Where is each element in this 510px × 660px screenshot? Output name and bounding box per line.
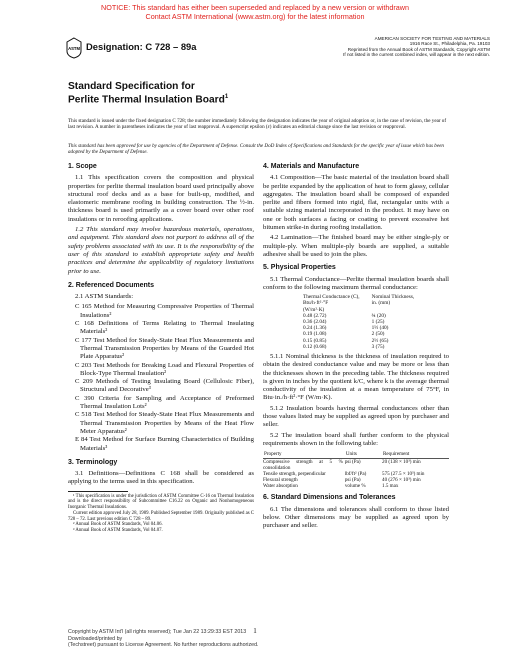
paragraph-4-1: 4.1 Composition—The basic material of the insulation board shall be perlite expanded by the application of heat to form glassy, cellular aggregates. The insulation board shall be composed of expanded perlite and fibers formed into rigid, flat, rectangular units with a suitable sizing material incorporated in the product. It may have on one or both surfaces a facing or coating to prevent excessive hot bitumen strike-in during roofing installation. bbox=[263, 174, 449, 232]
paragraph-5-1: 5.1 Thermal Conductance—Perlite thermal insulation boards shall conform to the following maximum thermal conductance: bbox=[263, 275, 449, 291]
property-col-head: Property bbox=[263, 450, 345, 459]
head-line: in. (mm) bbox=[371, 300, 391, 307]
reference-item: C 177 Test Method for Steady-State Heat Flux Measurements and Thermal Transmission Properties by Means of the Guarded Hot Plate Apparatus² bbox=[75, 336, 254, 361]
physical-requirements-table bbox=[263, 450, 449, 489]
designation: Designation: C 728 – 89a bbox=[86, 41, 197, 52]
section-heading-referenced-documents: 2. Referenced Documents bbox=[68, 281, 154, 289]
svg-text:ASTM: ASTM bbox=[68, 46, 80, 51]
page-number: 1 bbox=[253, 627, 257, 635]
head-line: Thermal Conductance (C), bbox=[303, 294, 360, 301]
approved-note: This standard has been approved for use by agencies of the Department of Defense. Consult the DoD Index of Specifications and Standards for the specific year of issue which has been adopted by the Department of Defense. bbox=[68, 143, 444, 156]
cell: Flexural strength bbox=[263, 477, 298, 484]
reference-item: E 84 Test Method for Surface Burning Characteristics of Building Materials³ bbox=[75, 436, 254, 452]
issued-note: This standard is issued under the fixed designation C 728; the number immediately following the designation indicates the year of original adoption or, in the case of revision, the year of last revision. A number in parentheses indicates the year of last reapproval. A superscript epsilon (ε) indicates an editorial change since the last revision or reapproval. bbox=[68, 118, 447, 131]
paragraph-1-1: 1.1 This specification covers the composition and physical properties for perlite thermal insulation board used principally above structural roof decks and as a base for built-up, modified, and elastomeric membrane roofing in building construction. The ½-in. thickness board is used primarily as a cover board over other roof insulations or in reroofing applications. bbox=[68, 174, 254, 223]
paragraph-2-1: 2.1 ASTM Standards: bbox=[75, 293, 134, 301]
cell: psi (Pa) bbox=[344, 477, 361, 484]
section-heading-dimensions: 6. Standard Dimensions and Tolerances bbox=[263, 494, 396, 502]
section-heading-scope: 1. Scope bbox=[68, 163, 97, 170]
cell: 20 (138 × 10³) min bbox=[382, 459, 421, 466]
paragraph-5-1-1: 5.1.1 Nominal thickness is the thickness of insulation required to obtain the desired conductance value and may be more or less than the thicknesses shown in the preceding table. The thickness required is given in inches by the quotient k/C, where k is the average thermal conductivity of the insulation at a mean temperature of 75°F, in Btu·in./h·ft²·°F (W/m·K). bbox=[263, 352, 449, 402]
pub-line: AMERICAN SOCIETY FOR TESTING AND MATERIALS bbox=[374, 36, 490, 41]
pub-line: Reprinted from the Annual Book of ASTM Standards, Copyright ASTM bbox=[347, 46, 490, 52]
footnote: ¹ This specification is under the jurisdiction of ASTM Committee C-16 on Thermal Insulation and is the direct responsibility of Subcommittee C16.22 on Organic and Nonhomogeneous Inorganic Thermal Insulations. bbox=[68, 493, 254, 511]
cell: psi (Pa) bbox=[344, 459, 361, 466]
footer-line: (Techstreet) pursuant to License Agreement. No further reproductions authorized. bbox=[68, 642, 259, 649]
paragraph-4-2: 4.2 Lamination—The finished board may be either single-ply or multiple-ply. When multiple-ply boards are supplied, a suitable adhesive shall be used to join the plies. bbox=[263, 234, 449, 258]
footer-line: Copyright by ASTM Int'l (all rights reserved); Tue Jan 22 13:29:33 EST 2013 bbox=[68, 629, 247, 635]
conductance-col-head bbox=[303, 294, 372, 313]
cell: 0.12 (0.68) bbox=[303, 343, 327, 350]
paragraph-6-1: 6.1 The dimensions and tolerances shall conform to those listed below. Other dimensions may be supplied as agreed upon by purchaser and seller. bbox=[263, 505, 449, 530]
cell: 1.5 max bbox=[382, 483, 399, 490]
withdrawn-notice bbox=[0, 3, 510, 21]
reference-item: C 168 Definitions of Terms Relating to Thermal Insulating Materials² bbox=[75, 320, 254, 336]
cell: 1½ (40) bbox=[371, 325, 389, 332]
head-line: Btu/h·ft²·°F bbox=[303, 300, 329, 307]
table-row bbox=[263, 459, 449, 472]
cell: Water absorption bbox=[263, 483, 298, 490]
notice-line-2: Contact ASTM International (www.astm.org) for the latest information bbox=[145, 12, 365, 21]
footnote: ² Annual Book of ASTM Standards, Vol 04.06. bbox=[73, 522, 163, 528]
cell: 0.24 (1.36) bbox=[303, 325, 327, 332]
footnote: ³ Annual Book of ASTM Standards, Vol 04.07. bbox=[73, 527, 163, 533]
cell: 3 (75) bbox=[371, 343, 385, 350]
head-line: (W/m²·K) bbox=[303, 306, 325, 313]
requirement-col-head: Requirement bbox=[382, 450, 449, 459]
cell: lbf/ft² (Pa) bbox=[344, 471, 367, 478]
paragraph-5-1-2: 5.1.2 Insulation boards having thermal conductances other than those values listed may be supplied as agreed upon by purchaser and seller. bbox=[263, 404, 449, 429]
reference-item: C 165 Method for Measuring Compressive Properties of Thermal Insulations² bbox=[75, 303, 254, 319]
title-footnote-mark: 1 bbox=[224, 94, 229, 100]
footnote-divider bbox=[68, 491, 128, 492]
cell: 0.15 (0.85) bbox=[303, 337, 327, 344]
right-column bbox=[263, 163, 449, 532]
reference-item: C 518 Test Method for Steady-State Heat Flux Measurements and Thermal Transmission Properties by Means of the Heat Flow Meter Apparatus² bbox=[75, 411, 254, 435]
cell: 0.19 (1.08) bbox=[303, 331, 327, 338]
title-line-1: Standard Specification for bbox=[68, 81, 195, 92]
paragraph-1-2: 1.2 This standard may involve hazardous materials, operations, and equipment. This standard does not purport to address all of the safety problems associated with its use. It is the responsibility of the user of this standard to establish appropriate safety and health practices and determine the applicability of regulatory limitations prior to use. bbox=[68, 226, 254, 275]
copyright-footer bbox=[68, 629, 259, 649]
publisher-info bbox=[290, 36, 490, 58]
footer-line: Downloaded/printed by bbox=[68, 635, 123, 642]
thickness-col-head bbox=[372, 294, 427, 313]
units-col-head: Units bbox=[345, 450, 382, 459]
left-column bbox=[68, 163, 254, 534]
paragraph-5-2: 5.2 The insulation board shall further conform to the physical requirements shown in the following table: bbox=[263, 431, 449, 447]
cell: Compressive strength at 5 % consolidation bbox=[263, 459, 343, 472]
head-line: Nominal Thickness, bbox=[371, 294, 415, 301]
cell: 0.48 (2.72) bbox=[303, 312, 327, 319]
cell: 1 (25) bbox=[371, 318, 385, 325]
reference-item: C 203 Test Methods for Breaking Load and Flexural Properties of Block-Type Thermal Insulation² bbox=[75, 361, 254, 377]
section-heading-materials: 4. Materials and Manufacture bbox=[263, 163, 360, 170]
footnote: Current edition approved July 28, 1989. Published September 1989. Originally published as C 728 – 72. Last previous edition C 728 – 89. bbox=[68, 510, 254, 522]
pub-line: 1916 Race St., Philadelphia, Pa. 19103 bbox=[409, 41, 490, 47]
notice-line-1: NOTICE: This standard has either been superseded and replaced by a new version or withdrawn bbox=[101, 3, 409, 12]
title-text: Perlite Thermal Insulation Board bbox=[68, 94, 225, 106]
section-heading-terminology: 3. Terminology bbox=[68, 458, 118, 466]
table-row bbox=[263, 483, 449, 489]
cell: Tensile strength, perpendicular bbox=[263, 471, 326, 478]
paragraph-3-1: 3.1 Definitions—Definitions C 168 shall be considered as applying to the terms used in this specification. bbox=[68, 470, 254, 486]
astm-logo-icon bbox=[66, 37, 82, 59]
conductance-table bbox=[303, 294, 426, 350]
cell: 575 (27.5 × 10³) min bbox=[382, 471, 425, 478]
section-heading-physical-properties: 5. Physical Properties bbox=[263, 264, 336, 272]
table-row bbox=[303, 344, 426, 350]
cell: 2 (50) bbox=[371, 331, 385, 338]
reference-item: C 209 Methods of Testing Insulating Board (Cellulosic Fiber), Structural and Decorative³ bbox=[75, 378, 254, 394]
cell: ¾ (20) bbox=[371, 312, 386, 319]
cell: 0.36 (2.04) bbox=[303, 318, 327, 325]
title-line-2 bbox=[68, 94, 228, 105]
cell: 2½ (65) bbox=[371, 337, 389, 344]
pub-line: If not listed in the current combined index, will appear in the next edition. bbox=[343, 52, 490, 58]
cell: volume % bbox=[344, 483, 366, 490]
cell: 40 (276 × 10³) min bbox=[382, 477, 421, 484]
reference-item: C 390 Criteria for Sampling and Acceptance of Preformed Thermal Insulation Lots² bbox=[75, 394, 254, 411]
